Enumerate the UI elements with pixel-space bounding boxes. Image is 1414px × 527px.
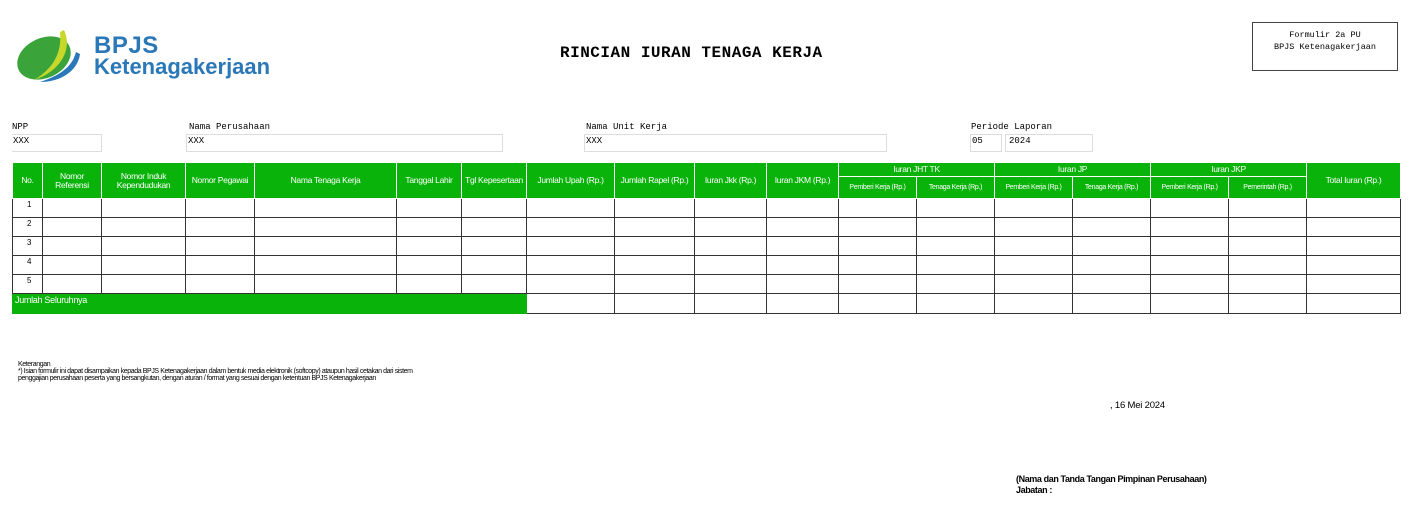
total-cell[interactable] <box>995 294 1073 314</box>
table-cell[interactable] <box>917 199 995 218</box>
table-cell[interactable] <box>397 256 462 275</box>
col-pegawai: Nomor Pegawai <box>186 163 255 199</box>
table-cell[interactable] <box>917 275 995 294</box>
notes-block <box>18 361 413 382</box>
table-row <box>13 275 1401 294</box>
table-row <box>13 237 1401 256</box>
table-cell[interactable] <box>767 199 839 218</box>
table-cell[interactable] <box>397 275 462 294</box>
total-cell[interactable] <box>695 294 767 314</box>
table-cell[interactable] <box>995 199 1073 218</box>
table-cell[interactable] <box>462 237 527 256</box>
col-jp-pemberi: Pemberi Kerja (Rp.) <box>995 177 1073 199</box>
total-cell[interactable] <box>767 294 839 314</box>
bpjs-logo <box>14 24 271 84</box>
logo-text-bpjs: BPJS <box>94 32 159 59</box>
row-number: 1 <box>13 199 43 218</box>
company-label: Nama Perusahaan <box>189 122 271 132</box>
table-cell[interactable] <box>1307 256 1401 275</box>
table-cell[interactable] <box>1073 237 1151 256</box>
table-cell[interactable] <box>527 256 615 275</box>
period-month-field[interactable]: 05 <box>970 134 1002 152</box>
total-cell[interactable] <box>1151 294 1229 314</box>
table-cell[interactable] <box>995 256 1073 275</box>
total-cell[interactable] <box>527 294 615 314</box>
col-jht-pemberi: Pemberi Kerja (Rp.) <box>839 177 917 199</box>
form-id-box <box>1252 22 1398 71</box>
table-cell[interactable] <box>839 199 917 218</box>
notes-line2: penggajian perusahaan peserta yang bersangkutan, dengan aturan / format yang sesuai dengan ketentuan BPJS Ketenagakerjaan <box>18 375 376 382</box>
table-cell[interactable] <box>695 199 767 218</box>
table-cell[interactable] <box>695 237 767 256</box>
npp-label: NPP <box>12 122 29 132</box>
table-cell[interactable] <box>43 237 102 256</box>
period-label: Periode Laporan <box>971 122 1053 132</box>
table-cell[interactable] <box>615 237 695 256</box>
table-cell[interactable] <box>839 256 917 275</box>
table-cell[interactable] <box>397 199 462 218</box>
table-cell[interactable] <box>527 275 615 294</box>
logo-text-ketenagakerjaan: Ketenagakerjaan <box>94 54 271 79</box>
col-ref: Nomor Referensi <box>43 163 102 199</box>
table-cell[interactable] <box>615 218 695 237</box>
table-row <box>13 256 1401 275</box>
table-cell[interactable] <box>1073 199 1151 218</box>
table-cell[interactable] <box>1229 199 1307 218</box>
table-cell[interactable] <box>186 256 255 275</box>
table-cell[interactable] <box>1151 199 1229 218</box>
period-year-field[interactable]: 2024 <box>1005 134 1093 152</box>
table-cell[interactable] <box>1073 275 1151 294</box>
table-cell[interactable] <box>1151 275 1229 294</box>
notes-line1: *) Isian formulir ini dapat disampaikan kepada BPJS Ketenagakerjaan dalam bentuk media elektronik (softcopy) ataupun hasil cetakan dari sistem <box>18 368 413 375</box>
table-cell[interactable] <box>1229 218 1307 237</box>
col-upah: Jumlah Upah (Rp.) <box>527 163 615 199</box>
table-cell[interactable] <box>255 256 397 275</box>
table-cell[interactable] <box>695 218 767 237</box>
table-cell[interactable] <box>43 218 102 237</box>
table-cell[interactable] <box>917 256 995 275</box>
col-jkm: Iuran JKM (Rp.) <box>767 163 839 199</box>
row-number: 4 <box>13 256 43 275</box>
table-cell[interactable] <box>615 275 695 294</box>
table-cell[interactable] <box>767 218 839 237</box>
col-no: No. <box>13 163 43 199</box>
table-cell[interactable] <box>102 199 186 218</box>
table-cell[interactable] <box>1229 237 1307 256</box>
table-cell[interactable] <box>527 237 615 256</box>
table-cell[interactable] <box>186 275 255 294</box>
table-cell[interactable] <box>1073 256 1151 275</box>
table-cell[interactable] <box>462 199 527 218</box>
total-cell[interactable] <box>839 294 917 314</box>
table-cell[interactable] <box>397 218 462 237</box>
table-cell[interactable] <box>186 218 255 237</box>
table-cell[interactable] <box>839 237 917 256</box>
form-id-line2: BPJS Ketenagakerjaan <box>1273 42 1377 52</box>
table-cell[interactable] <box>43 256 102 275</box>
table-cell[interactable] <box>917 237 995 256</box>
table-cell[interactable] <box>615 199 695 218</box>
table-cell[interactable] <box>1307 218 1401 237</box>
col-nik: Nomor Induk Kependudukan <box>102 163 186 199</box>
col-rapel: Jumlah Rapel (Rp.) <box>615 163 695 199</box>
table-cell[interactable] <box>43 199 102 218</box>
table-cell[interactable] <box>255 199 397 218</box>
table-cell[interactable] <box>1229 275 1307 294</box>
row-number: 5 <box>13 275 43 294</box>
col-group-jp: Iuran JP <box>995 163 1151 177</box>
table-cell[interactable] <box>917 218 995 237</box>
table-cell[interactable] <box>695 275 767 294</box>
table-cell[interactable] <box>839 218 917 237</box>
table-cell[interactable] <box>255 237 397 256</box>
total-cell[interactable] <box>1073 294 1151 314</box>
table-cell[interactable] <box>527 218 615 237</box>
table-cell[interactable] <box>1229 256 1307 275</box>
table-cell[interactable] <box>102 256 186 275</box>
table-cell[interactable] <box>102 275 186 294</box>
col-jkp-pemerintah: Pemerintah (Rp.) <box>1229 177 1307 199</box>
page-title: RINCIAN IURAN TENAGA KERJA <box>560 44 823 62</box>
table-cell[interactable] <box>186 199 255 218</box>
table-cell[interactable] <box>397 237 462 256</box>
bpjs-leaf-icon <box>14 24 86 84</box>
table-cell[interactable] <box>186 237 255 256</box>
table-cell[interactable] <box>1307 275 1401 294</box>
col-group-jkp: Iuran JKP <box>1151 163 1307 177</box>
total-row <box>13 294 1401 314</box>
table-cell[interactable] <box>615 256 695 275</box>
col-jp-tenaga: Tenaga Kerja (Rp.) <box>1073 177 1151 199</box>
col-total: Total Iuran (Rp.) <box>1307 163 1401 199</box>
notes-title: Keterangan <box>18 361 51 368</box>
table-cell[interactable] <box>1073 218 1151 237</box>
table-cell[interactable] <box>695 256 767 275</box>
table-cell[interactable] <box>527 199 615 218</box>
total-cell[interactable] <box>917 294 995 314</box>
signature-name-label: (Nama dan Tanda Tangan Pimpinan Perusahaan) <box>1016 474 1207 484</box>
contribution-table <box>12 162 1401 314</box>
table-cell[interactable] <box>255 275 397 294</box>
col-nama: Nama Tenaga Kerja <box>255 163 397 199</box>
table-row <box>13 199 1401 218</box>
document-date: , 16 Mei 2024 <box>1110 400 1165 411</box>
row-number: 2 <box>13 218 43 237</box>
col-jkk: Iuran Jkk (Rp.) <box>695 163 767 199</box>
total-cell[interactable] <box>1229 294 1307 314</box>
npp-field[interactable]: XXX <box>12 134 102 152</box>
col-jkp-pemberi: Pemberi Kerja (Rp.) <box>1151 177 1229 199</box>
col-lahir: Tanggal Lahir <box>397 163 462 199</box>
table-cell[interactable] <box>1151 237 1229 256</box>
table-cell[interactable] <box>102 237 186 256</box>
total-cell[interactable] <box>1307 294 1401 314</box>
table-cell[interactable] <box>255 218 397 237</box>
table-cell[interactable] <box>1151 256 1229 275</box>
table-cell[interactable] <box>462 256 527 275</box>
table-cell[interactable] <box>462 218 527 237</box>
signature-block <box>1016 474 1207 496</box>
total-cell[interactable] <box>615 294 695 314</box>
table-cell[interactable] <box>839 275 917 294</box>
row-number: 3 <box>13 237 43 256</box>
company-field[interactable]: XXX <box>186 134 503 152</box>
table-cell[interactable] <box>1151 218 1229 237</box>
table-row <box>13 218 1401 237</box>
total-label: Jumlah Seluruhnya <box>13 294 527 314</box>
table-cell[interactable] <box>767 256 839 275</box>
col-group-jht: Iuran JHT TK <box>839 163 995 177</box>
table-cell[interactable] <box>1307 237 1401 256</box>
col-kepesertaan: Tgl Kepesertaan <box>462 163 527 199</box>
table-cell[interactable] <box>767 275 839 294</box>
table-cell[interactable] <box>462 275 527 294</box>
unit-label: Nama Unit Kerja <box>586 122 668 132</box>
signature-position-label: Jabatan : <box>1016 485 1052 495</box>
table-cell[interactable] <box>995 275 1073 294</box>
table-cell[interactable] <box>995 218 1073 237</box>
table-cell[interactable] <box>102 218 186 237</box>
col-jht-tenaga: Tenaga Kerja (Rp.) <box>917 177 995 199</box>
table-cell[interactable] <box>767 237 839 256</box>
form-id-line1: Formulir 2a PU <box>1289 30 1361 40</box>
table-cell[interactable] <box>995 237 1073 256</box>
table-cell[interactable] <box>1307 199 1401 218</box>
table-cell[interactable] <box>43 275 102 294</box>
unit-field[interactable]: XXX <box>584 134 887 152</box>
